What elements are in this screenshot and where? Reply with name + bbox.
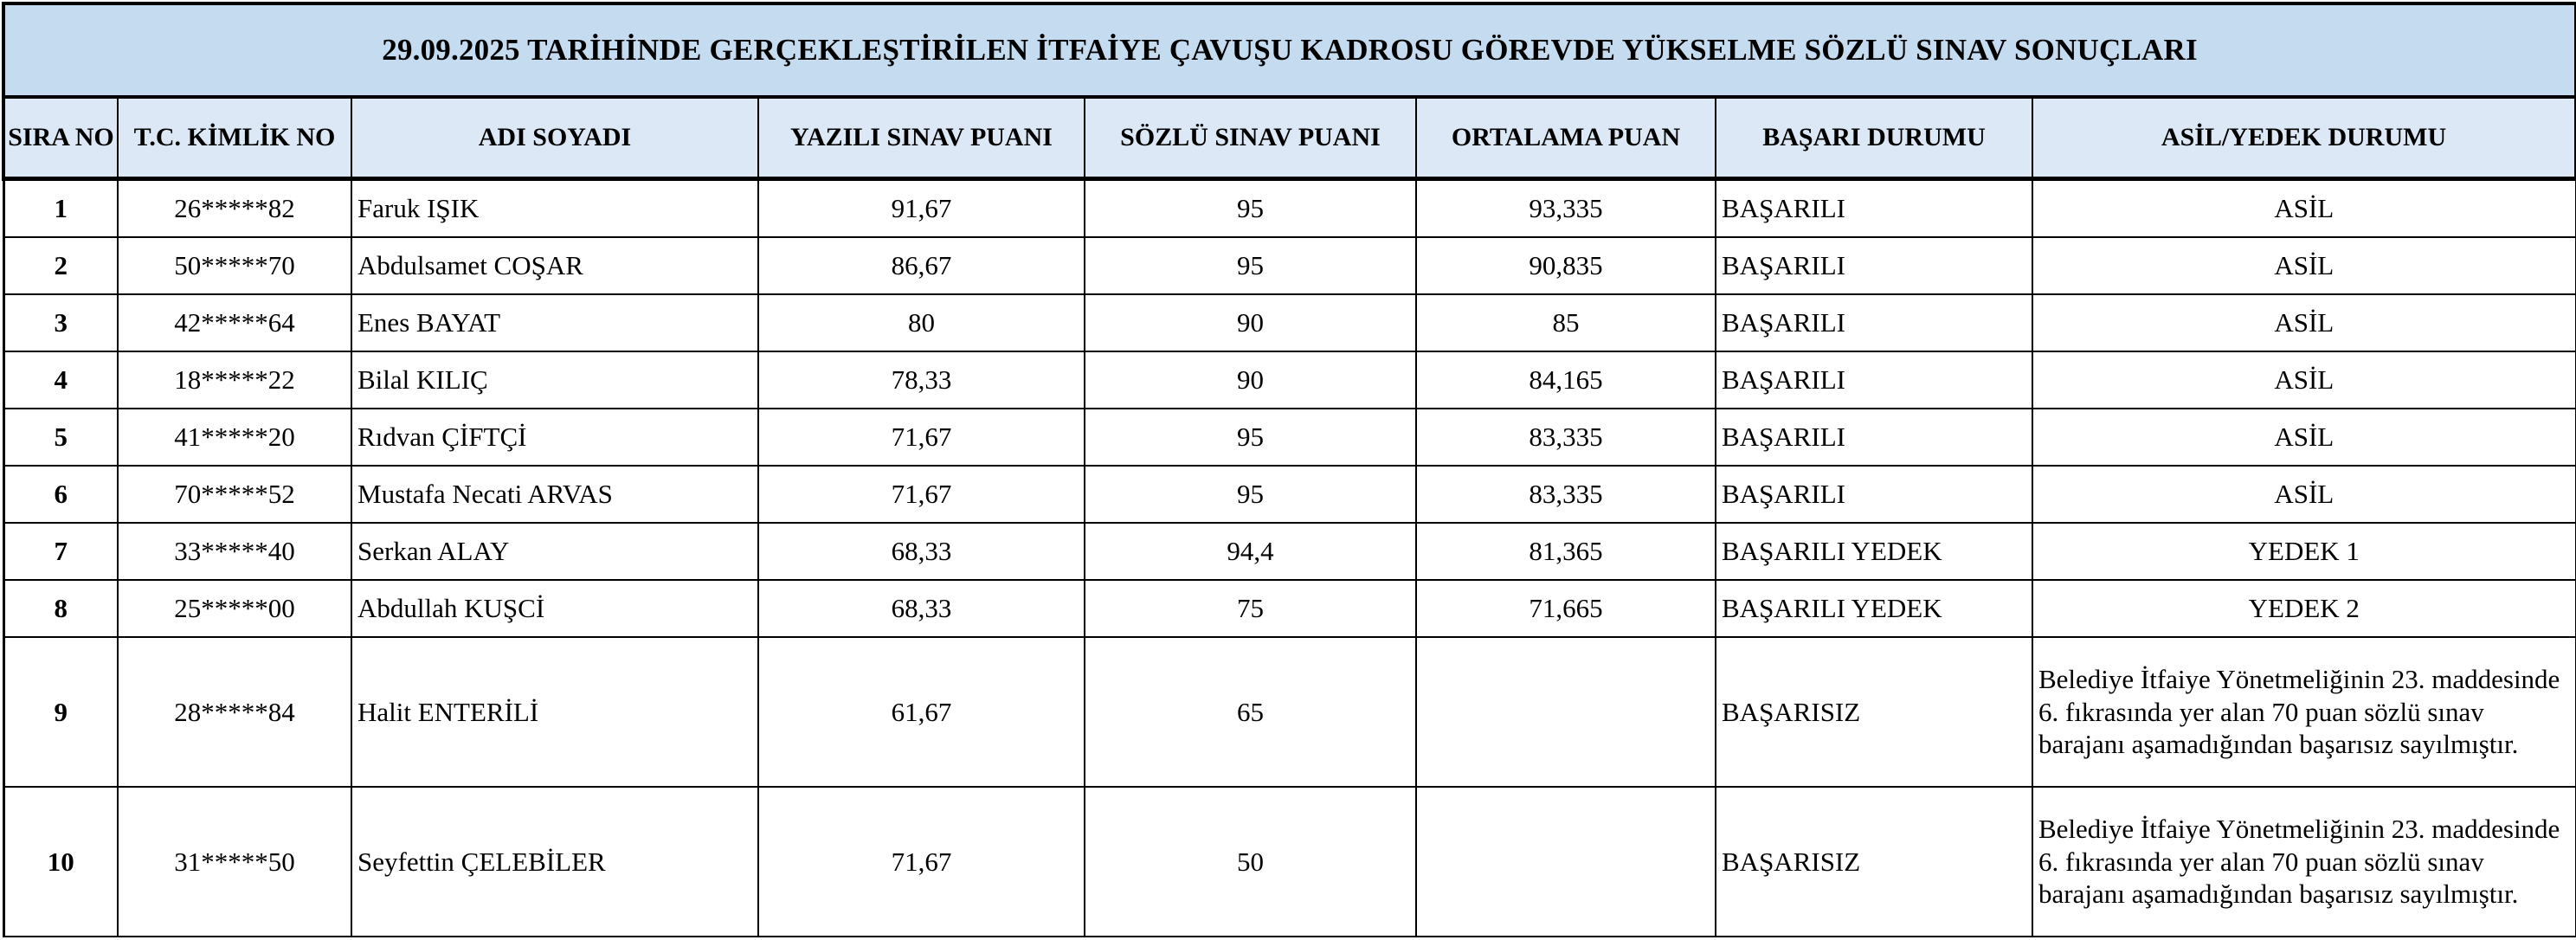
cell-name: Abdulsamet COŞAR <box>351 237 758 294</box>
cell-written-score: 78,33 <box>758 351 1085 409</box>
table-row <box>3 179 2576 238</box>
cell-oral-score: 94,4 <box>1085 523 1416 580</box>
cell-written-score: 71,67 <box>758 466 1085 523</box>
cell-average: 93,335 <box>1416 179 1716 238</box>
cell-average: 83,335 <box>1416 466 1716 523</box>
cell-tc: 28*****84 <box>118 637 351 787</box>
cell-average: 90,835 <box>1416 237 1716 294</box>
cell-status-note: Belediye İtfaiye Yönetmeliğinin 23. maddesinde 6. fıkrasında yer alan 70 puan sözlü sınav barajanı aşamadığından başarısız sayılmıştır. <box>2032 787 2576 937</box>
results-sheet <box>2 2 2574 937</box>
cell-average: 85 <box>1416 294 1716 351</box>
cell-no: 2 <box>3 237 118 294</box>
header-asil-yedek-durumu: ASİL/YEDEK DURUMU <box>2032 97 2576 179</box>
table-row <box>3 237 2576 294</box>
cell-tc: 18*****22 <box>118 351 351 409</box>
cell-success: BAŞARILI <box>1716 237 2032 294</box>
cell-tc: 33*****40 <box>118 523 351 580</box>
cell-tc: 70*****52 <box>118 466 351 523</box>
header-adi-soyadi: ADI SOYADI <box>351 97 758 179</box>
table-row <box>3 351 2576 409</box>
cell-success: BAŞARILI <box>1716 466 2032 523</box>
cell-written-score: 71,67 <box>758 787 1085 937</box>
cell-oral-score: 90 <box>1085 351 1416 409</box>
cell-tc: 41*****20 <box>118 409 351 466</box>
cell-success: BAŞARILI YEDEK <box>1716 523 2032 580</box>
page-title: 29.09.2025 TARİHİNDE GERÇEKLEŞTİRİLEN İTFAİYE ÇAVUŞU KADROSU GÖREVDE YÜKSELME SÖZLÜ SINAV SONUÇLARI <box>3 3 2576 97</box>
cell-no: 9 <box>3 637 118 787</box>
cell-oral-score: 65 <box>1085 637 1416 787</box>
cell-average: 83,335 <box>1416 409 1716 466</box>
cell-status: ASİL <box>2032 351 2576 409</box>
cell-average: 71,665 <box>1416 580 1716 637</box>
cell-no: 7 <box>3 523 118 580</box>
table-row <box>3 294 2576 351</box>
cell-success: BAŞARILI YEDEK <box>1716 580 2032 637</box>
cell-oral-score: 90 <box>1085 294 1416 351</box>
cell-written-score: 68,33 <box>758 523 1085 580</box>
table-row <box>3 409 2576 466</box>
cell-status: ASİL <box>2032 294 2576 351</box>
cell-status: ASİL <box>2032 179 2576 238</box>
cell-status: ASİL <box>2032 237 2576 294</box>
cell-oral-score: 95 <box>1085 409 1416 466</box>
header-sira-no: SIRA NO <box>3 97 118 179</box>
cell-written-score: 80 <box>758 294 1085 351</box>
cell-name: Serkan ALAY <box>351 523 758 580</box>
cell-oral-score: 95 <box>1085 466 1416 523</box>
header-ortalama-puan: ORTALAMA PUAN <box>1416 97 1716 179</box>
table-row <box>3 466 2576 523</box>
cell-status: ASİL <box>2032 466 2576 523</box>
cell-name: Rıdvan ÇİFTÇİ <box>351 409 758 466</box>
cell-name: Seyfettin ÇELEBİLER <box>351 787 758 937</box>
cell-success: BAŞARILI <box>1716 179 2032 238</box>
cell-success: BAŞARISIZ <box>1716 787 2032 937</box>
cell-no: 10 <box>3 787 118 937</box>
cell-written-score: 61,67 <box>758 637 1085 787</box>
cell-tc: 26*****82 <box>118 179 351 238</box>
cell-name: Faruk IŞIK <box>351 179 758 238</box>
cell-no: 6 <box>3 466 118 523</box>
table-row <box>3 580 2576 637</box>
cell-status: ASİL <box>2032 409 2576 466</box>
cell-no: 4 <box>3 351 118 409</box>
cell-average <box>1416 787 1716 937</box>
header-yazili-sinav-puani: YAZILI SINAV PUANI <box>758 97 1085 179</box>
cell-success: BAŞARILI <box>1716 294 2032 351</box>
cell-written-score: 68,33 <box>758 580 1085 637</box>
cell-status: YEDEK 2 <box>2032 580 2576 637</box>
cell-written-score: 91,67 <box>758 179 1085 238</box>
header-basari-durumu: BAŞARI DURUMU <box>1716 97 2032 179</box>
cell-written-score: 86,67 <box>758 237 1085 294</box>
cell-status: YEDEK 1 <box>2032 523 2576 580</box>
cell-name: Bilal KILIÇ <box>351 351 758 409</box>
cell-no: 8 <box>3 580 118 637</box>
cell-average: 81,365 <box>1416 523 1716 580</box>
header-tc-kimlik-no: T.C. KİMLİK NO <box>118 97 351 179</box>
header-row <box>3 97 2576 179</box>
cell-written-score: 71,67 <box>758 409 1085 466</box>
cell-oral-score: 95 <box>1085 179 1416 238</box>
table-row <box>3 637 2576 787</box>
cell-oral-score: 50 <box>1085 787 1416 937</box>
cell-success: BAŞARISIZ <box>1716 637 2032 787</box>
table-row <box>3 523 2576 580</box>
results-table <box>2 2 2576 937</box>
cell-status-note: Belediye İtfaiye Yönetmeliğinin 23. maddesinde 6. fıkrasında yer alan 70 puan sözlü sınav barajanı aşamadığından başarısız sayılmıştır. <box>2032 637 2576 787</box>
cell-name: Abdullah KUŞCİ <box>351 580 758 637</box>
cell-tc: 25*****00 <box>118 580 351 637</box>
cell-tc: 31*****50 <box>118 787 351 937</box>
table-row <box>3 787 2576 937</box>
cell-name: Mustafa Necati ARVAS <box>351 466 758 523</box>
cell-name: Enes BAYAT <box>351 294 758 351</box>
cell-average <box>1416 637 1716 787</box>
cell-no: 3 <box>3 294 118 351</box>
cell-no: 5 <box>3 409 118 466</box>
cell-oral-score: 75 <box>1085 580 1416 637</box>
cell-no: 1 <box>3 179 118 238</box>
cell-tc: 42*****64 <box>118 294 351 351</box>
cell-oral-score: 95 <box>1085 237 1416 294</box>
cell-success: BAŞARILI <box>1716 409 2032 466</box>
cell-name: Halit ENTERİLİ <box>351 637 758 787</box>
cell-tc: 50*****70 <box>118 237 351 294</box>
cell-average: 84,165 <box>1416 351 1716 409</box>
cell-success: BAŞARILI <box>1716 351 2032 409</box>
header-sozlu-sinav-puani: SÖZLÜ SINAV PUANI <box>1085 97 1416 179</box>
